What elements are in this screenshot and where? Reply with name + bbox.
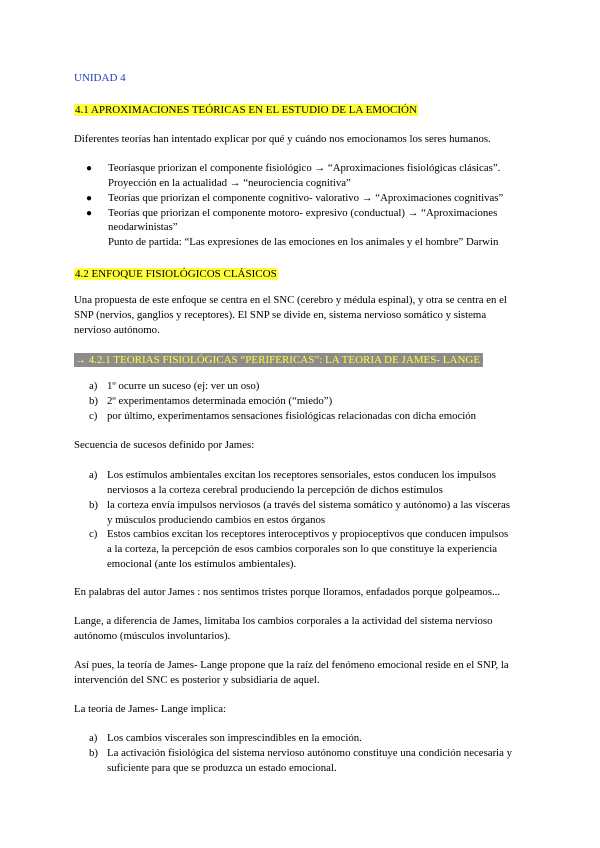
section-4-1-heading <box>74 100 418 118</box>
james-quote: En palabras del autor James : nos sentimos tristes porque lloramos, enfadados porque golpeamos... <box>74 586 501 598</box>
list-marker: a) <box>89 732 98 744</box>
bullet-line: Proyección en la actualidad → “neurociencia cognitiva” <box>108 177 351 189</box>
list-line: suficiente para que se produzca un estado emocional. <box>107 762 337 774</box>
paragraph-line: intervención del SNC es posterior y subsidiaria de aquel. <box>74 674 320 686</box>
list-line: nerviosos a la corteza cerebral produciendo la percepción de dichos estímulos <box>107 484 443 496</box>
bullet-icon: ● <box>86 193 93 204</box>
snc-snp-paragraph <box>74 294 507 339</box>
section-4-1-title: 4.1 APROXIMACIONES TEÓRICAS EN EL ESTUDIO DE LA EMOCIÓN <box>75 104 417 116</box>
paragraph-line: SNP (nervios, ganglios y receptores). El SNP se divide en, sistema nervioso somático y sistema <box>74 309 487 321</box>
list-line: emocional (ante los estímulos ambientales). <box>107 558 297 570</box>
list-line: 2º experimentamos determinada emoción (“miedo”) <box>107 395 333 407</box>
list-marker: a) <box>89 469 98 481</box>
paragraph-line: Lange, a diferencia de James, limitaba los cambios corporales a la actividad del sistema nervioso <box>74 615 493 627</box>
bullet-line: Punto de partida: “Las expresiones de las emociones en los animales y el hombre” Darwin <box>108 236 499 248</box>
bullet-line: neodarwinistas” <box>108 221 178 233</box>
list-marker: b) <box>89 747 98 759</box>
list-marker: c) <box>89 410 98 422</box>
paragraph-line: Así pues, la teoría de James- Lange propone que la raíz del fenómeno emocional reside en el SNP, la <box>74 659 509 671</box>
subsection-4-2-1-heading <box>74 350 483 368</box>
james-lange-paragraph <box>74 659 509 689</box>
bullet-icon: ● <box>86 208 93 219</box>
paragraph-line: autónomo (músculos involuntarios). <box>74 630 231 642</box>
list-marker: b) <box>89 499 98 511</box>
list-line: por último, experimentamos sensaciones fisiológicas relacionadas con dicha emoción <box>107 410 477 422</box>
bullet-line: Teorías que priorizan el componente cognitivo- valorativo → “Aproximaciones cognitivas” <box>108 192 504 204</box>
list-marker: a) <box>89 380 98 392</box>
paragraph-line: nervioso autónomo. <box>74 324 160 336</box>
list-line: Los cambios viscerales son imprescindibles en la emoción. <box>107 732 362 744</box>
bullet-line: Teorías que priorizan el componente motoro- expresivo (conductual) → “Aproximaciones <box>108 207 498 219</box>
list-line: Estos cambios excitan los receptores interoceptivos y propioceptivos que conducen impulsos <box>107 528 509 540</box>
list-line: a la corteza, la percepción de esos cambios corporales son lo que constituye la experiencia <box>107 543 498 555</box>
paragraph-line: Una propuesta de este enfoque se centra en el SNC (cerebro y médula espinal), y otra se centra en el <box>74 294 507 306</box>
intro-paragraph: Diferentes teorías han intentado explicar por qué y cuándo nos emocionamos los seres humanos. <box>74 133 491 145</box>
subsection-4-2-1-title: → 4.2.1 TEORIAS FISIOLÓGICAS “PERIFERICAS”: LA TEORIA DE JAMES- LANGE <box>74 353 483 367</box>
list-line: La activación fisiológica del sistema nervioso autónomo constituye una condición necesaria y <box>107 747 513 759</box>
bullet-icon: ● <box>86 163 93 174</box>
section-4-2-heading <box>74 264 278 282</box>
sequence-intro: Secuencia de sucesos definido por James: <box>74 439 255 451</box>
bullet-line: Teoríasque priorizan el componente fisiológico → “Aproximaciones fisiológicas clásicas”. <box>108 162 501 174</box>
lange-paragraph <box>74 615 493 645</box>
list-marker: c) <box>89 528 98 540</box>
section-4-2-title: 4.2 ENFOQUE FISIOLÓGICOS CLÁSICOS <box>75 268 277 280</box>
list-line: 1º ocurre un suceso (ej: ver un oso) <box>107 380 260 392</box>
list-line: Los estímulos ambientales excitan los receptores sensoriales, estos conducen los impulsos <box>107 469 496 481</box>
list-marker: b) <box>89 395 98 407</box>
unit-title: UNIDAD 4 <box>74 72 126 84</box>
implies-intro: La teoría de James- Lange implica: <box>74 703 226 715</box>
list-line: la corteza envía impulsos nerviosos (a través del sistema somático y autónomo) a las vísceras <box>107 499 510 511</box>
list-line: y músculos produciendo cambios en estos órganos <box>107 514 326 526</box>
